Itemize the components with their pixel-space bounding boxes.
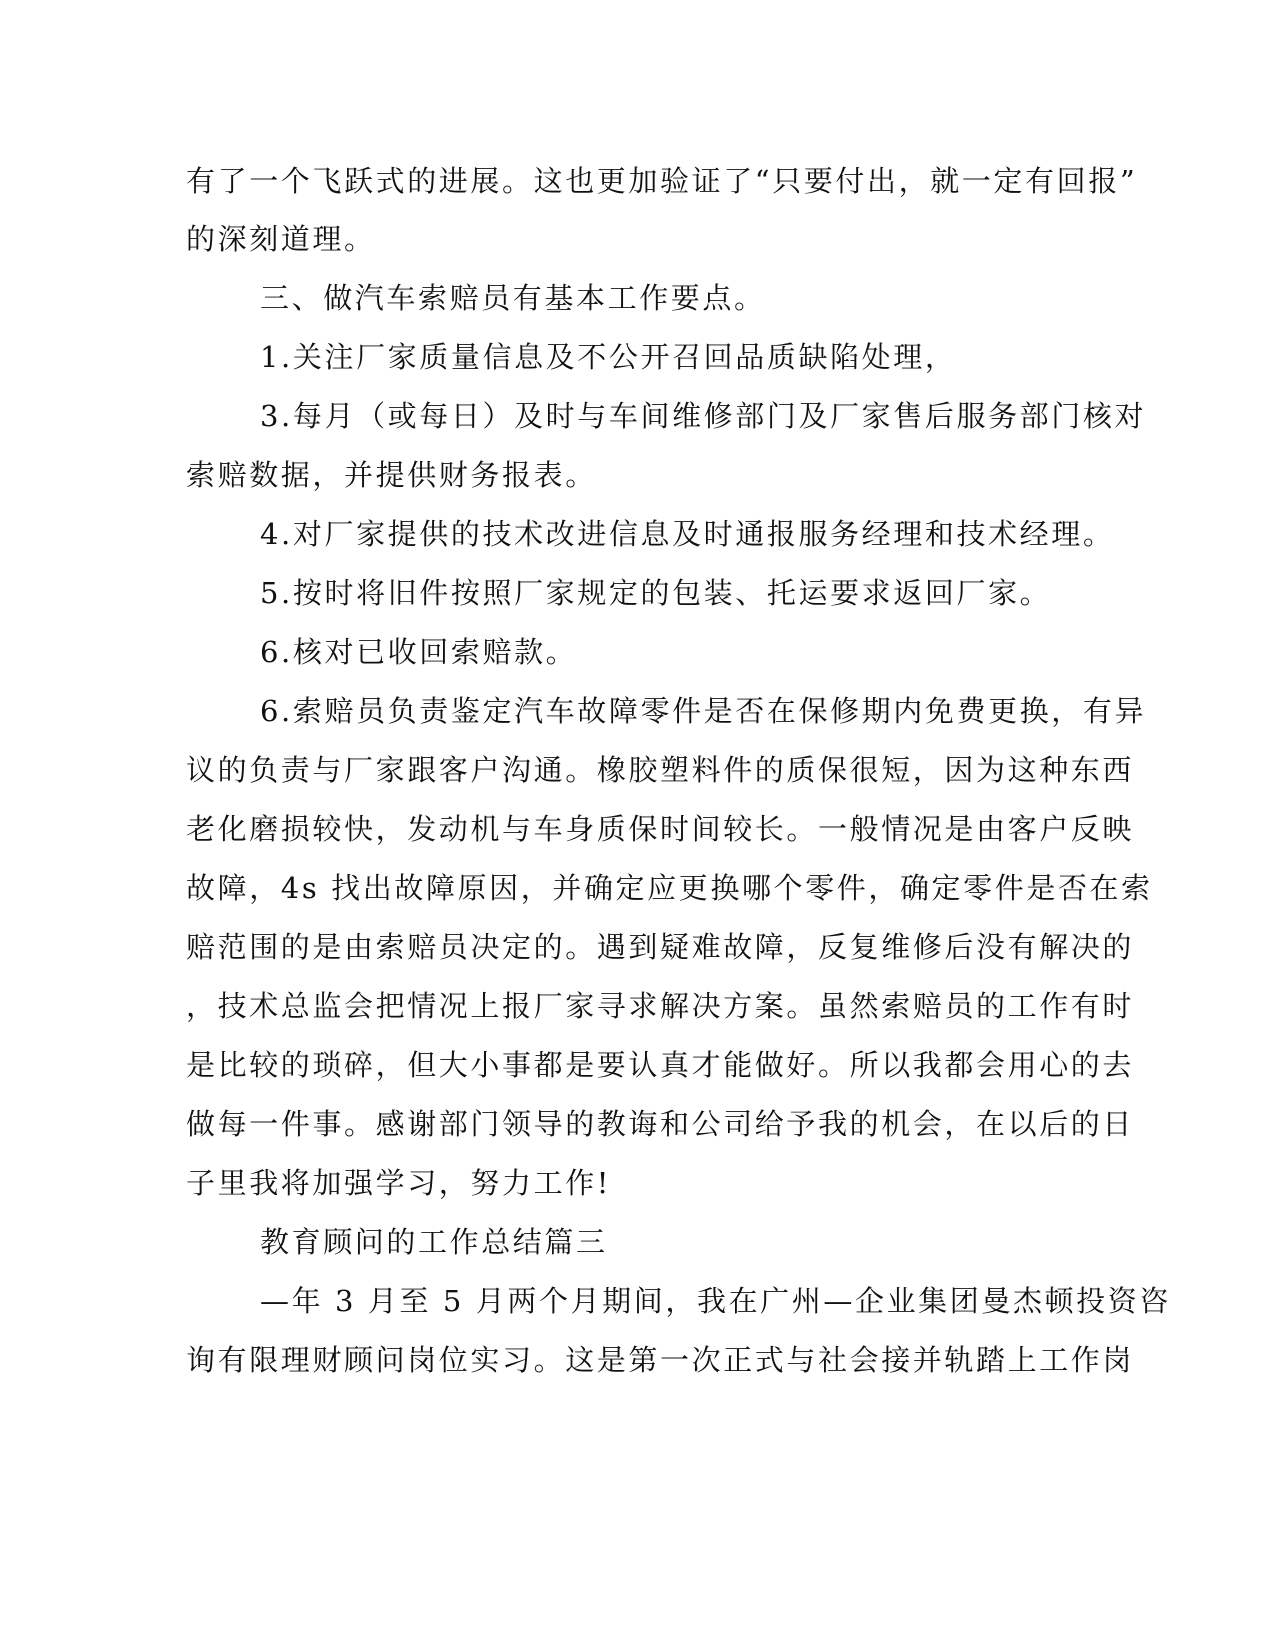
text-line: ，技术总监会把情况上报厂家寻求解决方案。虽然索赔员的工作有时 [186,989,1135,1023]
text-line: 做每一件事。感谢部门领导的教诲和公司给予我的机会，在以后的日 [186,1107,1135,1141]
section-heading: 三、做汽车索赔员有基本工作要点。 [260,281,766,315]
text-line: 议的负责与厂家跟客户沟通。橡胶塑料件的质保很短，因为这种东西 [186,753,1135,787]
text-line: 的深刻道理。 [186,222,376,256]
text-line: 老化磨损较快，发动机与车身质保时间较长。一般情况是由客户反映 [186,812,1135,846]
list-item: 3.每月（或每日）及时与车间维修部门及厂家售后服务部门核对 [260,399,1147,433]
list-item: 6.索赔员负责鉴定汽车故障零件是否在保修期内免费更换，有异 [260,694,1147,728]
list-item: 5.按时将旧件按照厂家规定的包装、托运要求返回厂家。 [260,576,1052,610]
text-line: 询有限理财顾问岗位实习。这是第一次正式与社会接并轨踏上工作岗 [186,1343,1135,1377]
text-line: 是比较的琐碎，但大小事都是要认真才能做好。所以我都会用心的去 [186,1048,1135,1082]
text-line: 赔范围的是由索赔员决定的。遇到疑难故障，反复维修后没有解决的 [186,930,1135,964]
text-line: 索赔数据，并提供财务报表。 [186,458,597,492]
section-title: 教育顾问的工作总结篇三 [260,1225,608,1259]
list-item: 4.对厂家提供的技术改进信息及时通报服务经理和技术经理。 [260,517,1115,551]
text-line: —年 3 月至 5 月两个月期间，我在广州—企业集团曼杰顿投资咨 [260,1284,1171,1318]
text-line: 有了一个飞跃式的进展。这也更加验证了“只要付出，就一定有回报” [186,164,1138,198]
text-line: 故障，4s 找出故障原因，并确定应更换哪个零件，确定零件是否在索 [186,871,1153,905]
text-line: 子里我将加强学习，努力工作! [186,1166,612,1200]
list-item: 6.核对已收回索赔款。 [260,635,578,669]
list-item: 1.关注厂家质量信息及不公开召回品质缺陷处理， [260,340,957,374]
